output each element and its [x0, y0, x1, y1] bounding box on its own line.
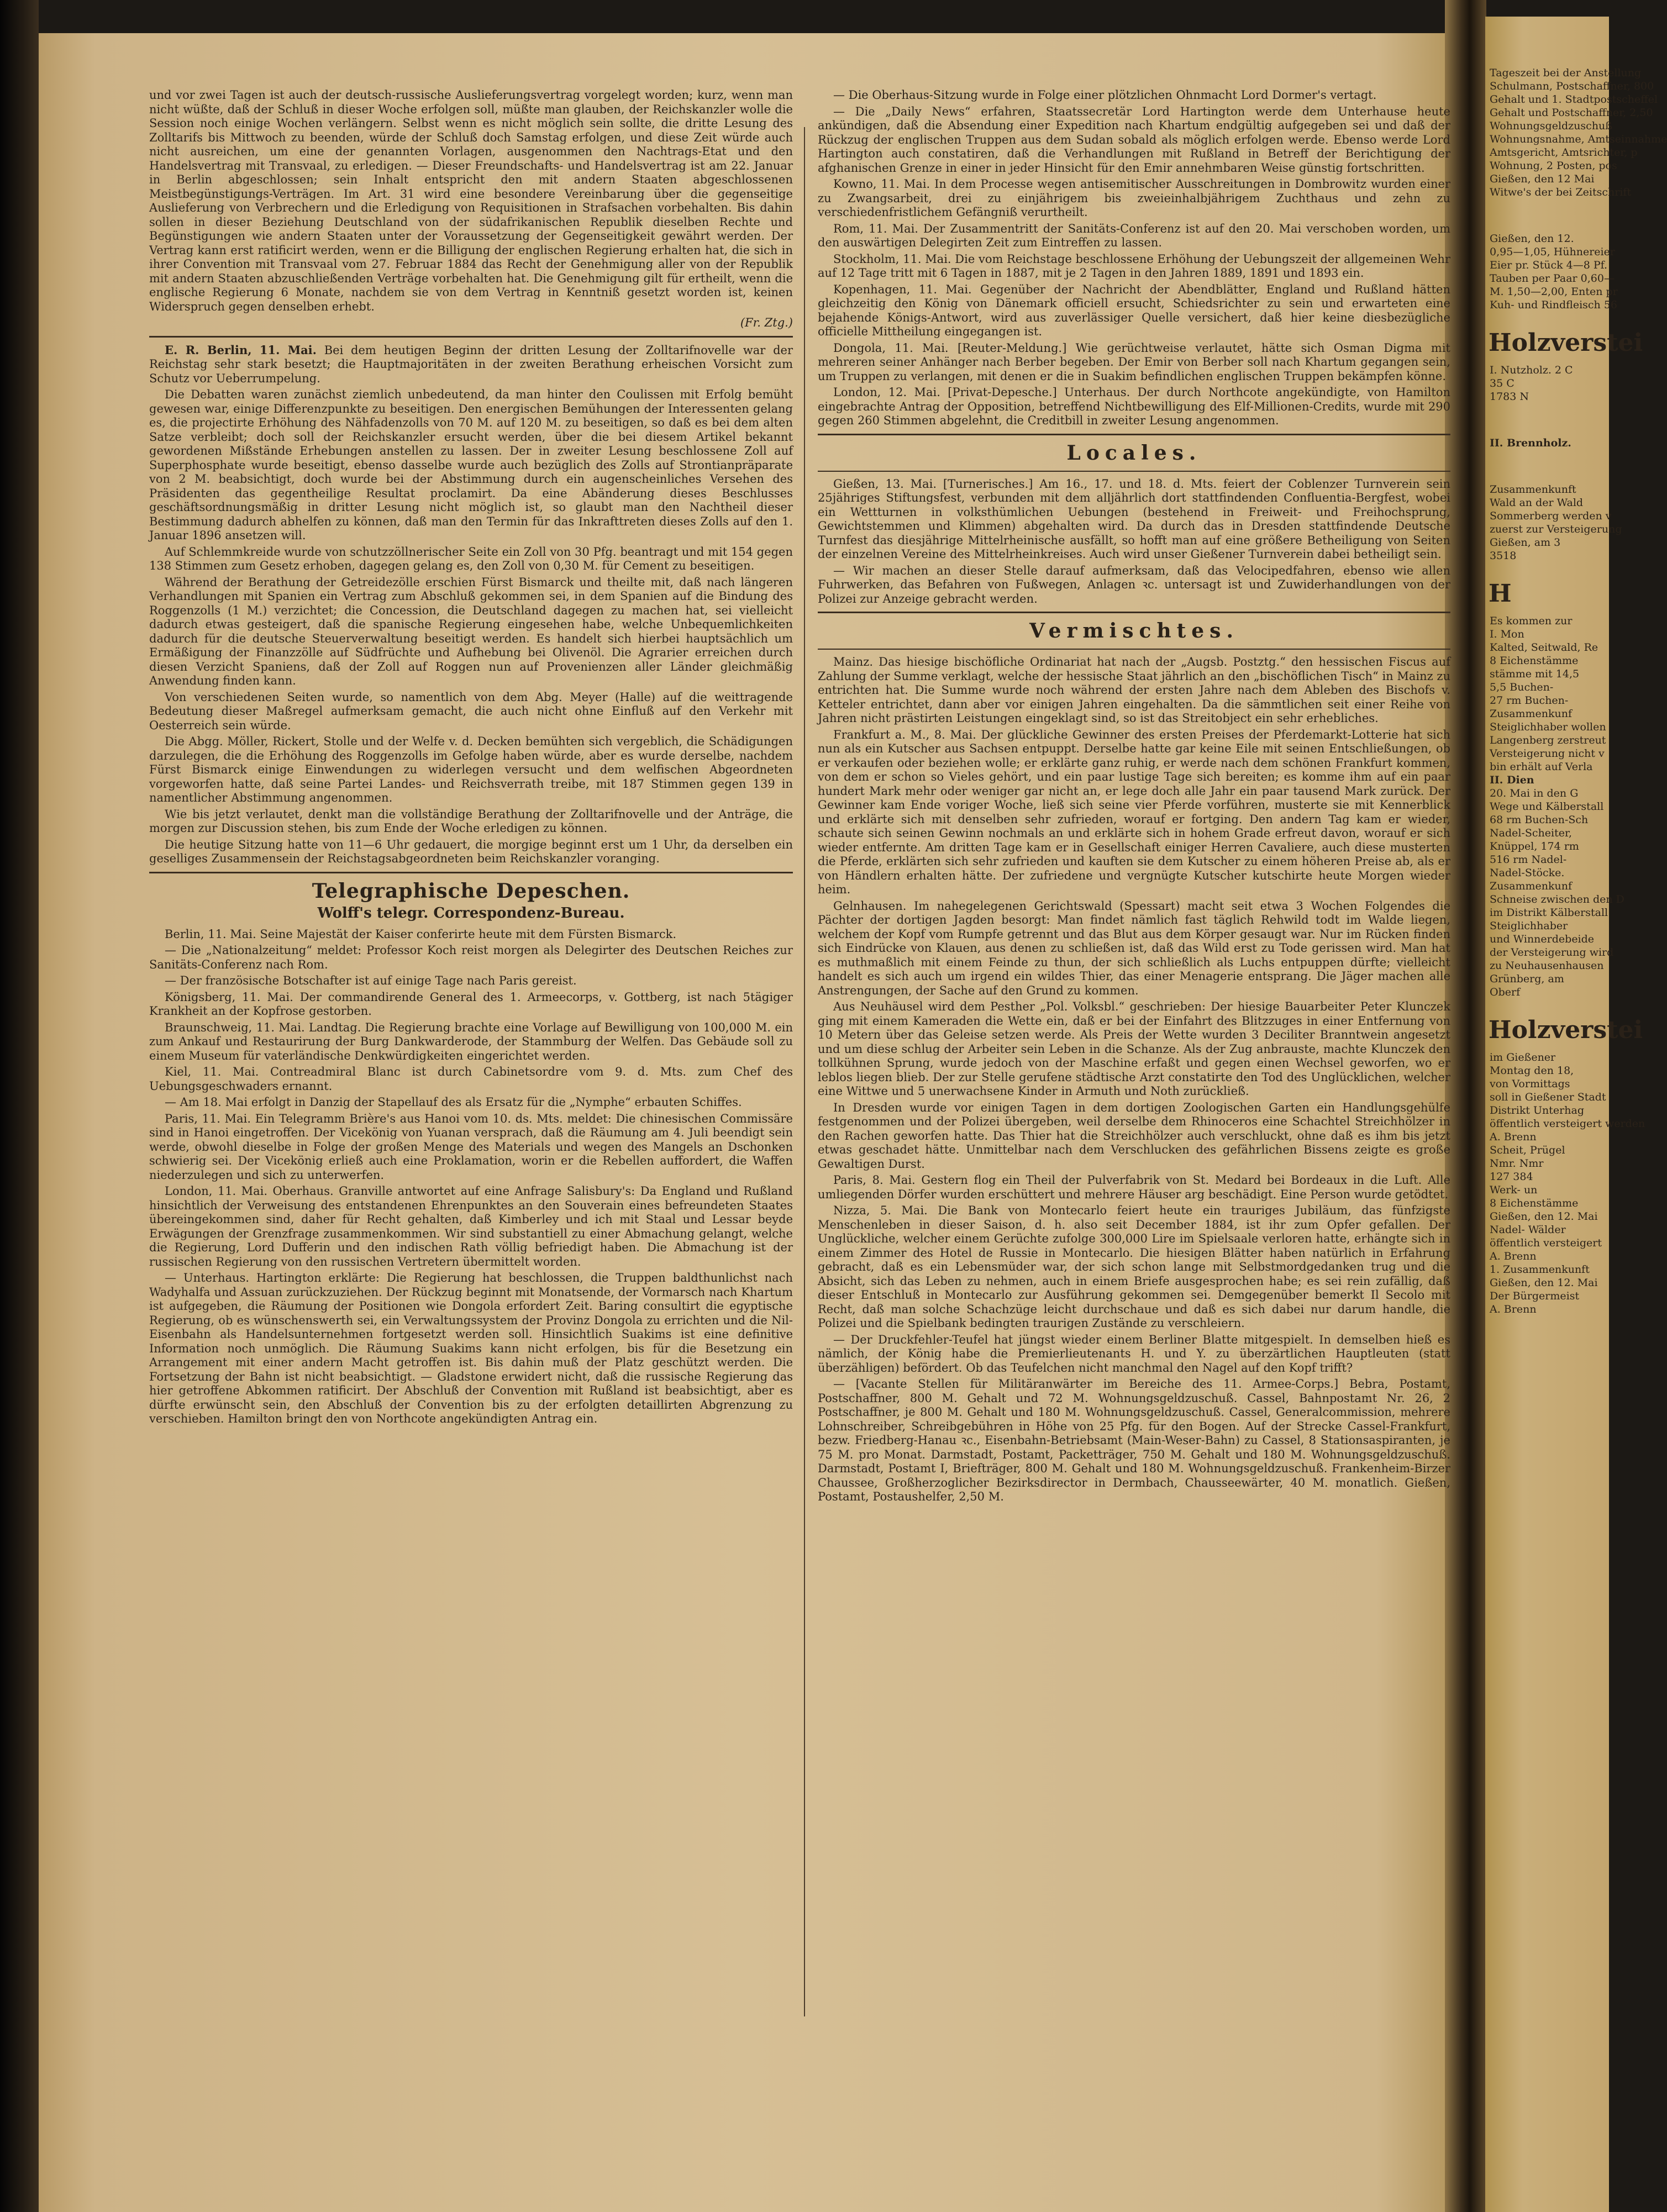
- telegram: Berlin, 11. Mai. Seine Majestät der Kaiser conferirte heute mit dem Fürsten Bismarck.: [165, 927, 676, 941]
- section-rule: [818, 612, 1450, 613]
- np-line: Wohnungsnahme, Amtseinnahme: [1490, 133, 1667, 145]
- news-item: — Die Oberhaus-Sitzung wurde in Folge einer plötzlichen Ohnmacht Lord Dormer's vertagt.: [833, 88, 1377, 102]
- np-line: von Vormittags: [1490, 1078, 1570, 1090]
- np-line: Zusammenkunf: [1490, 708, 1573, 720]
- vermischtes-item: Paris, 8. Mai. Gestern flog ein Theil der Pulverfabrik von St. Medard bei Bordeaux in die Luft. Alle umliegenden Dörfer wurden erschüttert und mehrere Häuser arg beschädigt. Eine Person wurde getödtet.: [818, 1173, 1450, 1201]
- np-line: Nadel-Scheiter,: [1490, 827, 1572, 839]
- vermischtes-heading: Vermischtes.: [1029, 619, 1239, 642]
- berlin-paragraph: Während der Berathung der Getreidezölle erschien Fürst Bismarck und theilte mit, daß nach längeren Verhandlungen mit Spanien ein Vertrag zum Abschluß gekommen sei, in dem Spanien auf die Bindung des Roggenzolls (1 M.) verzichtet; die Concession, die Deutschland dagegen zu machen hat, sei vielleicht dadurch etwas gesteigert, daß die spanische Regierung eingesehen habe, welche Unbequemlichkeiten dadurch für die deutsche Steuerverwaltung beseitigt werden. Es handelt sich hierbei hauptsächlich um Ermäßigung der Finanzzölle auf Südfrüchte und Aufhebung bei Olivenöl. Die Agrarier erreichen durch diesen Verzicht Spaniens, daß der Zoll auf Roggen nun auf Provenienzen aller Länder gleichmäßig Anwendung finden kann.: [149, 575, 793, 687]
- np-line: öffentlich versteigert: [1490, 1237, 1602, 1249]
- news-item: — Die „Daily News“ erfahren, Staatssecretär Lord Hartington werde dem Unterhause heute ankündigen, daß die Absendung einer Expedition nach Khartum endgültig aufgegeben sei und daß der Rückzug der englischen Truppen aus dem Sudan sobald als möglich erfolgen werde. Ebenso werde Lord Hartington auch constatiren, daß die Verhandlungen mit Rußland in Betreff der Berichtigung der afghanischen Grenze in einer in jeder Hinsicht für den Emir annehmbaren Weise günstig fortschritten.: [818, 104, 1450, 175]
- np-line: Knüppel, 174 rm: [1490, 840, 1579, 852]
- np-line: 3518: [1490, 550, 1517, 562]
- np-line: Versteigerung nicht v: [1490, 747, 1605, 760]
- np-line: öffentlich versteigert werden: [1490, 1118, 1645, 1130]
- np-line: und Winnerdebeide: [1490, 933, 1595, 945]
- locales-item: — Wir machen an dieser Stelle darauf aufmerksam, daß das Velocipedfahren, ebenso wie allen Fuhrwerken, das Befahren von Fußwegen, Anlagen ꝛc. untersagt ist und Zuwiderhandlungen von der Polizei zur Anzeige gebracht werden.: [818, 563, 1450, 605]
- np-line: 1. Zusammenkunft: [1490, 1263, 1590, 1276]
- np-line: Distrikt Unterhag: [1490, 1104, 1584, 1116]
- np-line: stämme mit 14,5: [1490, 668, 1580, 680]
- berlin-paragraph: Die Debatten waren zunächst ziemlich unbedeutend, da man hinter den Coulissen mit Erfolg bemüht gewesen war, einige Differenzpunkte zu beseitigen. Den energischen Bemühungen der Interessenten gelang es, die projectirte Erhöhung des Nähfadenzolls von 70 M. auf 120 M. zu beseitigen, so daß es bei dem alten Satze verbleibt; doch soll der Reichskanzler ersucht werden, über die bei diesem Artikel bekannt gewordenen Mißstände Erhebungen anstellen zu lassen. Der in zweiter Lesung beschlossene Zoll auf Superphosphate wurde beseitigt, ebenso dasselbe wurde auch bezüglich des Zolls auf Strontianpräparate von 2 M. beabsichtigt, doch wurde bei der Abstimmung durch ein augenscheinliches Versehen des Präsidenten das gegentheilige Resultat proclamirt. Da eine Abänderung dieses Beschlusses geschäftsordnungsmäßig in dritter Lesung nicht möglich ist, so glaubt man den Nachtheil dieser Bestimmung dadurch abhelfen zu können, daß man den Termin für das Inkrafttreten dieses Zolls auf den 1. Januar 1896 ansetzen will.: [149, 388, 793, 542]
- np-line: Schulmann, Postschaffner, 800: [1490, 80, 1654, 92]
- news-item: Rom, 11. Mai. Der Zusammentritt der Sanitäts-Conferenz ist auf den 20. Mai verschoben worden, um den auswärtigen Delegirten Zeit zum Eintreffen zu lassen.: [818, 222, 1450, 249]
- vermischtes-item: Gelnhausen. Im nahegelegenen Gerichtswald (Spessart) macht seit etwa 3 Wochen Folgendes die Pächter der dortigen Jagden besorgt: Man findet nämlich fast täglich Rehwild todt im Walde liegen, welchem der Kopf vom Rumpfe getrennt und das Blut aus dem Körper gesaugt war. Nur im Rücken finden sich Eindrücke von Klauen, aus denen zu schließen ist, daß das Wild erst zu Tode gerissen wird. Man hat es muthmaßlich mit einem Feinde zu thun, der sich schließlich als Luchs entpuppen dürfte; vielleicht handelt es sich auch um irgend ein wildes Thier, das einer Menagerie entsprang. Die Jäger machen alle Anstrengungen, der Sache auf den Grund zu kommen.: [818, 899, 1450, 997]
- np-line: Tauben per Paar 0,60—: [1490, 272, 1615, 285]
- np-line: zuerst zur Versteigerung: [1490, 523, 1622, 535]
- np-line: Nmr. Nmr: [1490, 1157, 1544, 1170]
- np-line: zu Neuhausenhausen: [1490, 960, 1604, 972]
- telegram: Braunschweig, 11. Mai. Landtag. Die Regierung brachte eine Vorlage auf Bewilligung von 100,000 M. ein zum Ankauf und Restaurirung der Burg Dankwarderode, der Stammburg der Welfen. Das Gebäude soll zu einem Museum für vaterländische Denkwürdigkeiten eingerichtet werden.: [149, 1020, 793, 1062]
- np-line: Nadel-Stöcke.: [1490, 867, 1565, 879]
- np-line: Es kommen zur: [1490, 615, 1573, 627]
- telegraph-heading: Telegraphische Depeschen.: [312, 879, 630, 903]
- telegram: Paris, 11. Mai. Ein Telegramm Brière's aus Hanoi vom 10. ds. Mts. meldet: Die chinesischen Commissäre sind in Hanoi eingetroffen. Der Vicekönig von Yuanan versprach, daß die Räumung am 4. Juli beendigt sein werde, obwohl dieselbe in Folge der großen Menge des Materials und wegen des Mangels an Dschonken schwierig sei. Der Vicekönig erließ auch eine Proklamation, worin er die Rebellen auffordert, die Waffen niederzulegen und sich zu unterwerfen.: [149, 1112, 793, 1182]
- vermischtes-item: Aus Neuhäusel wird dem Pesther „Pol. Volksbl.“ geschrieben: Der hiesige Bauarbeiter Peter Klunczek ging mit einem Kameraden die Wette ein, daß er bei der Einfahrt des Blitzzuges in einer Entfernung von 10 Metern über das Geleise setzen werde. Als Preis der Wette wurden 3 Deciliter Branntwein angesetzt und um diese schlug der Arbeiter sein Leben in die Schanze. Als der Zug anbrauste, machte Klunczek den tollkühnen Sprung, wurde jedoch von der Maschine erfaßt und gegen einen Wechsel geworfen, wo er leblos liegen blieb. Der zur Stelle gerufene städtische Arzt constatirte den Tod des Unglücklichen, welcher eine Wittwe und 5 unerwachsene Kinder in Armuth und Noth zurückließ.: [818, 1000, 1450, 1098]
- np-line: der Versteigerung wird: [1490, 946, 1614, 958]
- news-item: Kowno, 11. Mai. In dem Processe wegen antisemitischer Ausschreitungen in Dombrowitz wurden einer zu Zwangsarbeit, drei zu einjährigem bis zweieinhalbjährigem Zuchthaus und zehn zu verschiedenfristlichem Gefängniß verurtheilt.: [818, 177, 1450, 219]
- np-line: Kalted, Seitwald, Re: [1490, 641, 1598, 654]
- section-rule: [149, 872, 793, 873]
- np-line: 68 rm Buchen-Sch: [1490, 814, 1589, 826]
- np-line: M. 1,50—2,00, Enten pr: [1490, 286, 1618, 298]
- berlin-paragraph: Die heutige Sitzung hatte von 11—6 Uhr gedauert, die morgige beginnt erst um 1 Uhr, da derselben ein geselliges Zusammensein der Reichstagsabgeordneten beim Reichskanzler voranging.: [149, 838, 793, 865]
- np-line: Schneise zwischen den D: [1490, 893, 1624, 905]
- vermischtes-item: In Dresden wurde vor einigen Tagen in dem dortigen Zoologischen Garten ein Handlungsgehülfe festgenommen und der Polizei übergeben, weil derselbe dem Rhinoceros eine Schachtel Streichhölzer in den Rachen geworfen hatte. Das Thier hat die Streichhölzer auch verschluckt, ohne daß es ihm bis jetzt etwas geschadet hätte. Unmittelbar nach dem Verschlucken des gefährlichen Bissens zeigte es große Gewaltigen Durst.: [818, 1100, 1450, 1171]
- np-line: Gießen, am 3: [1490, 536, 1561, 549]
- telegram: — Unterhaus. Hartington erklärte: Die Regierung hat beschlossen, die Truppen baldthunlichst nach Wadyhalfa und Assuan zurückzuziehen. Der Rückzug beginnt mit Monatsende, der Vormarsch nach Khartum ist aufgegeben, die Räumung der Positionen wie Dongola erfordert Zeit. Baring consultirt die egyptische Regierung, ob es wünschenswerth sei, ein Verwaltungssystem der Provinz Dongola zu errichten und die Nil-Eisenbahn als Handelsunternehmen fortgesetzt werden soll. Hinsichtlich Suakims ist eine definitive Information noch unmöglich. Die Räumung Suakims kann nicht erfolgen, bis für die Besetzung ein Arrangement mit einer andern Macht getroffen ist. Bis dahin muß der Platz geschützt werden. Die Fortsetzung der Bahn ist nicht beabsichtigt. — Gladstone erwidert nicht, daß die russische Regierung das hier getroffene Abkommen ratificirt. Der Abschluß der Convention mit Rußland ist beabsichtigt, aber es dürfte erwünscht sein, den Abschluß der Convention bis zu der erfolgten detaillirten Abgrenzung zu verschieben. Hamilton bringt den von Northcote angekündigten Antrag ein.: [149, 1271, 793, 1425]
- np-line: I. Nutzholz. 2 C: [1490, 364, 1573, 376]
- np-line: 35 C: [1490, 377, 1515, 389]
- np-heading: H: [1489, 580, 1512, 608]
- np-line: 20. Mai in den G: [1490, 787, 1579, 799]
- np-line: 1783 N: [1490, 391, 1529, 403]
- np-line: Amtsgericht, Amtsrichter, p: [1490, 146, 1638, 159]
- np-line: 27 rm Buchen-: [1490, 694, 1569, 707]
- np-line: I. Mon: [1490, 628, 1524, 640]
- np-line: Steiglichhaber: [1490, 920, 1568, 932]
- np-line: bin erhält auf Verla: [1490, 761, 1593, 773]
- locales-item: Gießen, 13. Mai. [Turnerisches.] Am 16., 17. und 18. d. Mts. feiert der Coblenzer Turnverein sein 25jähriges Stiftungsfest, verbunden mit dem alljährlich dort stattfindenden Confluentia-Bergfest, wobei ein Wettturnen in volksthümlichen Uebungen (bestehend in Freiweit- und Freihochsprung, Gewichtstemmen und Klimmen) abgehalten wird. Da durch das in Dresden stattfindende Deutsche Turnfest das diesjährige Mittelrheinische ausfällt, so hofft man auf eine größere Betheiligung von Seiten der einzelnen Vereine des Mittelrheinkreises. Auch wird unser Gießener Turnverein dabei betheiligt sein.: [818, 477, 1450, 561]
- heading-rule: [818, 471, 1450, 472]
- np-line: Der Bürgermeist: [1490, 1290, 1580, 1302]
- np-line: im Distrikt Kälberstall: [1490, 907, 1608, 919]
- telegram: — Der französische Botschafter ist auf einige Tage nach Paris gereist.: [165, 974, 577, 987]
- vermischtes-item: Frankfurt a. M., 8. Mai. Der glückliche Gewinner des ersten Preises der Pferdemarkt-Lotterie hat sich nun als ein Kutscher aus Sachsen entpuppt. Derselbe hatte gar keine Eile mit seinen Entschließungen, ob er verkaufen oder beziehen wolle; er erklärte ganz ruhig, er werde nach dem schönen Frankfurt kommen, von dem er schon so Vieles gehört, und ein paar lustige Tage sich bereiten; es komme ihm auf ein paar hundert Mark mehr oder weniger gar nicht an, er lege doch alle Jahr ein paar tausend Mark zurück. Der Gewinner kam Ende voriger Woche, ließ sich seine vier Pferde vorführen, musterte sie mit Kennerblick und erklärte sich mit denselben sehr zufrieden, worauf er fortging. Den andern Tag kam er wieder, schaute sich seinen Gewinn nochmals an und erklärte sich in hohem Grade erfreut davon, worauf er sich wieder entfernte. Am dritten Tage kam er in Gesellschaft einiger Herren Cavaliere, auch diese musterten die Pferde, erklärten sich sehr zufrieden und kauften sie dem Kutscher zu einem höheren Preise ab, als er von Händlern erhalten hätte. Der zufriedene und vergnügte Kutscher kutschirte heute Morgen wieder heim.: [818, 728, 1450, 896]
- np-line: im Gießener: [1490, 1051, 1556, 1063]
- intro-paragraph: und vor zwei Tagen ist auch der deutsch-russische Auslieferungsvertrag vorgelegt worden; kurz, wenn man nicht wüßte, daß der Schluß in dieser Woche erfolgen soll, müßte man glauben, der Reichskanzler wolle die Session noch einige Wochen verlängern. Selbst wenn es nicht möglich sein sollte, die dritte Lesung des Zolltarifs bis Mittwoch zu beenden, würde der Schluß doch Samstag erfolgen, und diese Zeit würde auch nicht ausreichen, um eine der genannten Vorlagen, ausgenommen den Nachtrags-Etat und den Handelsvertrag mit Transvaal, zu erledigen. — Dieser Freundschafts- und Handelsvertrag ist am 22. Januar in Berlin abgeschlossen; sein Inhalt entspricht den mit andern Staaten abgeschlossenen Meistbegünstigungs-Verträgen. Im Art. 31 wird eine besondere Vereinbarung über die gegenseitige Auslieferung von Verbrechern und die Erledigung von Requisitionen in Strafsachen vorbehalten. Bis dahin sollen in dieser Beziehung Deutschland von der südafrikanischen Republik dieselben Rechte und Begünstigungen wie andern Staaten unter der Voraussetzung der Gegenseitigkeit gewährt werden. Der Vertrag kann erst ratificirt werden, wenn er die Billigung der englischen Regierung erhalten hat, die sich in ihrer Convention mit Transvaal vom 27. Februar 1884 das Recht der Genehmigung aller von der Republik mit andern Staaten abzuschließenden Verträge vorbehalten hat. Die Genehmigung gilt für ertheilt, wenn die englische Regierung 6 Monate, nachdem sie von dem Vertrag in Kenntniß gesetzt worden ist, keinen Widerspruch gegen denselben erhebt.: [149, 88, 793, 313]
- np-heading: Holzverstei: [1489, 1016, 1643, 1044]
- berlin-paragraph: Wie bis jetzt verlautet, denkt man die vollständige Berathung der Zolltarifnovelle und der Anträge, die morgen zur Discussion stehen, bis zum Ende der Woche erledigen zu können.: [149, 807, 793, 835]
- np-line: A. Brenn: [1490, 1131, 1537, 1143]
- np-line: 5,5 Buchen-: [1490, 681, 1554, 693]
- book-gutter: [1445, 0, 1486, 2212]
- np-line: Wege und Kälberstall: [1490, 800, 1604, 813]
- np-line: Langenberg zerstreut: [1490, 734, 1606, 746]
- telegram: — Am 18. Mai erfolgt in Danzig der Stapellauf des als Ersatz für die „Nymphe“ erbauten Schiffes.: [165, 1096, 742, 1109]
- np-line: Sommerberg werden v: [1490, 510, 1612, 522]
- telegraph-subheading: Wolff's telegr. Correspondenz-Bureau.: [317, 904, 625, 921]
- berlin-dateline: E. R. Berlin, 11. Mai.: [165, 343, 317, 357]
- telegram: Kiel, 11. Mai. Contreadmiral Blanc ist durch Cabinetsordre vom 9. d. Mts. zum Chef des Uebungsgeschwaders ernannt.: [149, 1065, 793, 1093]
- np-line: A. Brenn: [1490, 1250, 1537, 1262]
- np-line: Witwe's der bei Zeitschrift: [1490, 186, 1632, 198]
- berlin-paragraph: Von verschiedenen Seiten wurde, so namentlich von dem Abg. Meyer (Halle) auf die weittragende Bedeutung dieser Maßregel aufmerksam gemacht, die auch nicht ohne Einfluß auf den Verkehr mit Oesterreich sein würde.: [149, 690, 793, 732]
- np-line: II. Dien: [1490, 774, 1534, 786]
- np-line: Gießen, den 12. Mai: [1490, 1277, 1598, 1289]
- vermischtes-item: — Der Druckfehler-Teufel hat jüngst wieder einem Berliner Blatte mitgespielt. In demselben hieß es nämlich, der König habe die Premierlieutenants H. und Y. zu überzärtlichen Hauptleuten (statt überzähligen) befördert. Ob das Teufelchen nicht manchmal den Nagel auf den Kopf trifft?: [818, 1333, 1450, 1374]
- np-line: Scheit, Prügel: [1490, 1144, 1565, 1156]
- locales-heading: Locales.: [1066, 441, 1202, 465]
- intro-source: (Fr. Ztg.): [740, 316, 793, 329]
- book-edge: [0, 0, 39, 2212]
- np-line: Montag den 18,: [1490, 1065, 1574, 1077]
- vermischtes-item: Nizza, 5. Mai. Die Bank von Montecarlo feiert heute ein trauriges Jubiläum, das fünfzigste Menschenleben in dieser Saison, d. h. also seit December 1884, ist ihr zum Opfer gefallen. Der Unglückliche, welcher einem Gerüchte zufolge 300,000 Lire im Spielsaale verloren hatte, erhängte sich in einem Zimmer des Hotel de Russie in Montecarlo. Die hiesigen Blätter haben natürlich in Erfahrung gebracht, daß es ein Lebensmüder war, der sich schon lange mit Selbstmordgedanken trug und die Absicht, sich das Leben zu nehmen, auch in einem Briefe ausgesprochen habe; es sei rein zufällig, daß dieser Entschluß in Montecarlo zur Ausführung gekommen sei. Demgegenüber bemerkt Il Secolo mit Recht, daß man solche Schachzüge leicht durchschaue und daß es sich dabei nur darum handle, die Polizei und die Spielbank bedingten traurigen Zustände zu verschleiern.: [818, 1204, 1450, 1330]
- telegram: Königsberg, 11. Mai. Der commandirende General des 1. Armeecorps, v. Gottberg, ist nach 5tägiger Krankheit an der Kopfrose gestorben.: [149, 990, 793, 1018]
- berlin-paragraph: Auf Schlemmkreide wurde von schutzzöllnerischer Seite ein Zoll von 30 Pfg. beantragt und mit 154 gegen 138 Stimmen zum Gesetz erhoben, dagegen gelang es, den Zoll von 0,30 M. für Cement zu beseitigen.: [149, 545, 793, 572]
- np-line: Oberf: [1490, 986, 1521, 998]
- column-divider: [804, 127, 805, 2016]
- heading-rule: [818, 649, 1450, 650]
- telegram: London, 11. Mai. Oberhaus. Granville antwortet auf eine Anfrage Salisbury's: Da England und Rußland hinsichtlich der Verweisung des entstandenen Ehrenpunktes an den Souverain eines befreundeten Staates übereingekommen sind, daher für Recht gehalten, daß Kimberley und ich mit Staal und Lessar beyde Erwägungen der Grenzfrage zusammenkommen. Wir sind substantiell zu einer Abmachung gelangt, welche die Regierung, Lord Dufferin und den indischen Rath völlig befriedigt haben. Die Abmachung ist der russischen Regierung von den russischen Vertretern übermittelt worden.: [149, 1184, 793, 1268]
- berlin-paragraph: Bei dem heutigen Beginn der dritten Lesung der Zolltarifnovelle war der Reichstag sehr stark besetzt; die Hauptmajoritäten in der zweiten Berathung erheischen Vorsicht zum Schutz vor Ueberrumpelung.: [149, 343, 793, 385]
- news-item: London, 12. Mai. [Privat-Depesche.] Unterhaus. Der durch Northcote angekündigte, von Hamilton eingebrachte Antrag der Opposition, betreffend Nichtbewilligung des Elf-Millionen-Credits, wurde mit 290 gegen 260 Stimmen abgelehnt, die Creditbill in zweiter Lesung angenommen.: [818, 386, 1450, 427]
- middle-column: [818, 88, 1450, 2066]
- next-page-edge: [1485, 17, 1667, 2212]
- np-heading: Holzverstei: [1489, 329, 1643, 357]
- section-rule: [149, 336, 793, 338]
- np-line: Werk- un: [1490, 1184, 1538, 1196]
- news-item: Stockholm, 11. Mai. Die vom Reichstage beschlossene Erhöhung der Uebungszeit der allgemeinen Wehr auf 12 Tage tritt mit 6 Tagen in 1887, mit je 2 Tagen in den Jahren 1889, 1891 und 1893 ein.: [818, 252, 1450, 280]
- np-line: 0,95—1,05, Hühnereier: [1490, 246, 1615, 258]
- np-line: Zusammenkunft: [1490, 483, 1576, 496]
- np-line: Gießen, den 12.: [1490, 233, 1574, 245]
- np-line: Gießen, den 12 Mai: [1490, 173, 1595, 185]
- np-line: Nadel- Wälder: [1490, 1224, 1566, 1236]
- np-line: 8 Eichenstämme: [1490, 1197, 1579, 1209]
- news-item: Kopenhagen, 11. Mai. Gegenüber der Nachricht der Abendblätter, England und Rußland hätten gleichzeitig den König von Dänemark officiell ersucht, Schiedsrichter zu sein und erwarteten eine bejahende Königs-Antwort, wird aus zuverlässiger Quelle versichert, daß hier keine diesbezügliche officielle Mittheilung eingegangen ist.: [818, 282, 1450, 338]
- np-line: Eier pr. Stück 4—8 Pf.: [1490, 259, 1608, 271]
- np-line: Wohnungsgeldzuschuß: [1490, 120, 1612, 132]
- np-line: II. Brennholz.: [1490, 437, 1571, 449]
- news-item: Dongola, 11. Mai. [Reuter-Meldung.] Wie gerüchtweise verlautet, hätte sich Osman Digma mit mehreren seiner Anhänger nach Berber begeben. Der Emir von Berber soll nach Khartum gegangen sein, um Truppen zu verlangen, mit denen er die in Suakim befindlichen englischen Truppen bekämpfen könne.: [818, 341, 1450, 383]
- section-rule: [818, 434, 1450, 435]
- np-line: Grünberg, am: [1490, 973, 1564, 985]
- np-line: Gehalt und Postschaffner, 2,50: [1490, 107, 1653, 119]
- np-line: Gehalt und 1. Stadtpostscheffel: [1490, 93, 1658, 106]
- np-line: 127 384: [1490, 1171, 1533, 1183]
- np-line: 516 rm Nadel-: [1490, 854, 1567, 866]
- np-line: Steiglichhaber wollen: [1490, 721, 1606, 733]
- telegram: — Die „Nationalzeitung“ meldet: Professor Koch reist morgen als Delegirter des Deutschen Reiches zur Sanitäts-Conferenz nach Rom.: [149, 944, 793, 971]
- vermischtes-item: Mainz. Das hiesige bischöfliche Ordinariat hat nach der „Augsb. Postztg.“ den hessischen Fiscus auf Zahlung der Summe verklagt, welche der hessische Staat jährlich an den „bischöflichen Tisch“ in Mainz zu entrichten hat. Die Summe wurde noch während der ersten Jahre nach dem Ableben des Bischofs v. Ketteler entrichtet, dann aber vor einigen Jahren eingehalten. Da die sämmtlichen seit einer Reihe von Jahren nicht prästirten Leistungen eingeklagt sind, so ist das Streitobject ein sehr erhebliches.: [818, 655, 1450, 725]
- np-line: Wohnung, 2 Posten, pos: [1490, 160, 1617, 172]
- berlin-paragraph: Die Abgg. Möller, Rickert, Stolle und der Welfe v. d. Decken bemühten sich vergeblich, die Schädigungen darzulegen, die die Erhöhung des Roggenzolls im Gefolge haben würde, aber es wurde derselbe, nachdem Fürst Bismarck einige Einwendungen zu widerlegen versucht und dem welfischen Abgeordneten vorgeworfen hatte, daß seine Partei Landes- und Reichsverrath treibe, mit 187 Stimmen gegen 139 in namentlicher Abstimmung angenommen.: [149, 735, 793, 804]
- np-line: Kuh- und Rindfleisch 56: [1490, 299, 1618, 311]
- np-line: soll in Gießener Stadt: [1490, 1091, 1606, 1103]
- np-line: Zusammenkunf: [1490, 880, 1573, 892]
- np-line: Wald an der Wald: [1490, 497, 1584, 509]
- np-line: A. Brenn: [1490, 1303, 1537, 1315]
- left-column: [149, 88, 793, 2066]
- np-line: Tageszeit bei der Anstellung: [1490, 67, 1642, 79]
- vermischtes-item: — [Vacante Stellen für Militäranwärter im Bereiche des 11. Armee-Corps.] Bebra, Postamt, Postschaffner, 800 M. Gehalt und 72 M. Wohnungsgeldzuschuß. Cassel, Bahnpostamt Nr. 26, 2 Postschaffner, je 800 M. Gehalt und 180 M. Wohnungsgeldzuschuß. Cassel, Generalcommission, mehrere Lohnschreiber, Schreibgebühren in Höhe von 25 Pfg. für den Bogen. Auf der Strecke Cassel-Frankfurt, bezw. Friedberg-Hanau ꝛc., Eisenbahn-Betriebsamt (Main-Weser-Bahn) zu Cassel, 8 Stationsaspiranten, je 75 M. pro Monat. Darmstadt, Postamt, Packetträger, 750 M. Gehalt und 180 M. Wohnungsgeldzuschuß. Darmstadt, Postamt I, Briefträger, 800 M. Gehalt und 180 M. Wohnungsgeldzuschuß. Frankenheim-Birzer Chaussee, Großherzoglicher Bezirksdirector in Dermbach, Chausseewärter, 40 M. monatlich. Gießen, Postamt, Postaushelfer, 2,50 M.: [818, 1377, 1450, 1503]
- np-line: 8 Eichenstämme: [1490, 655, 1579, 667]
- np-line: Gießen, den 12. Mai: [1490, 1210, 1598, 1223]
